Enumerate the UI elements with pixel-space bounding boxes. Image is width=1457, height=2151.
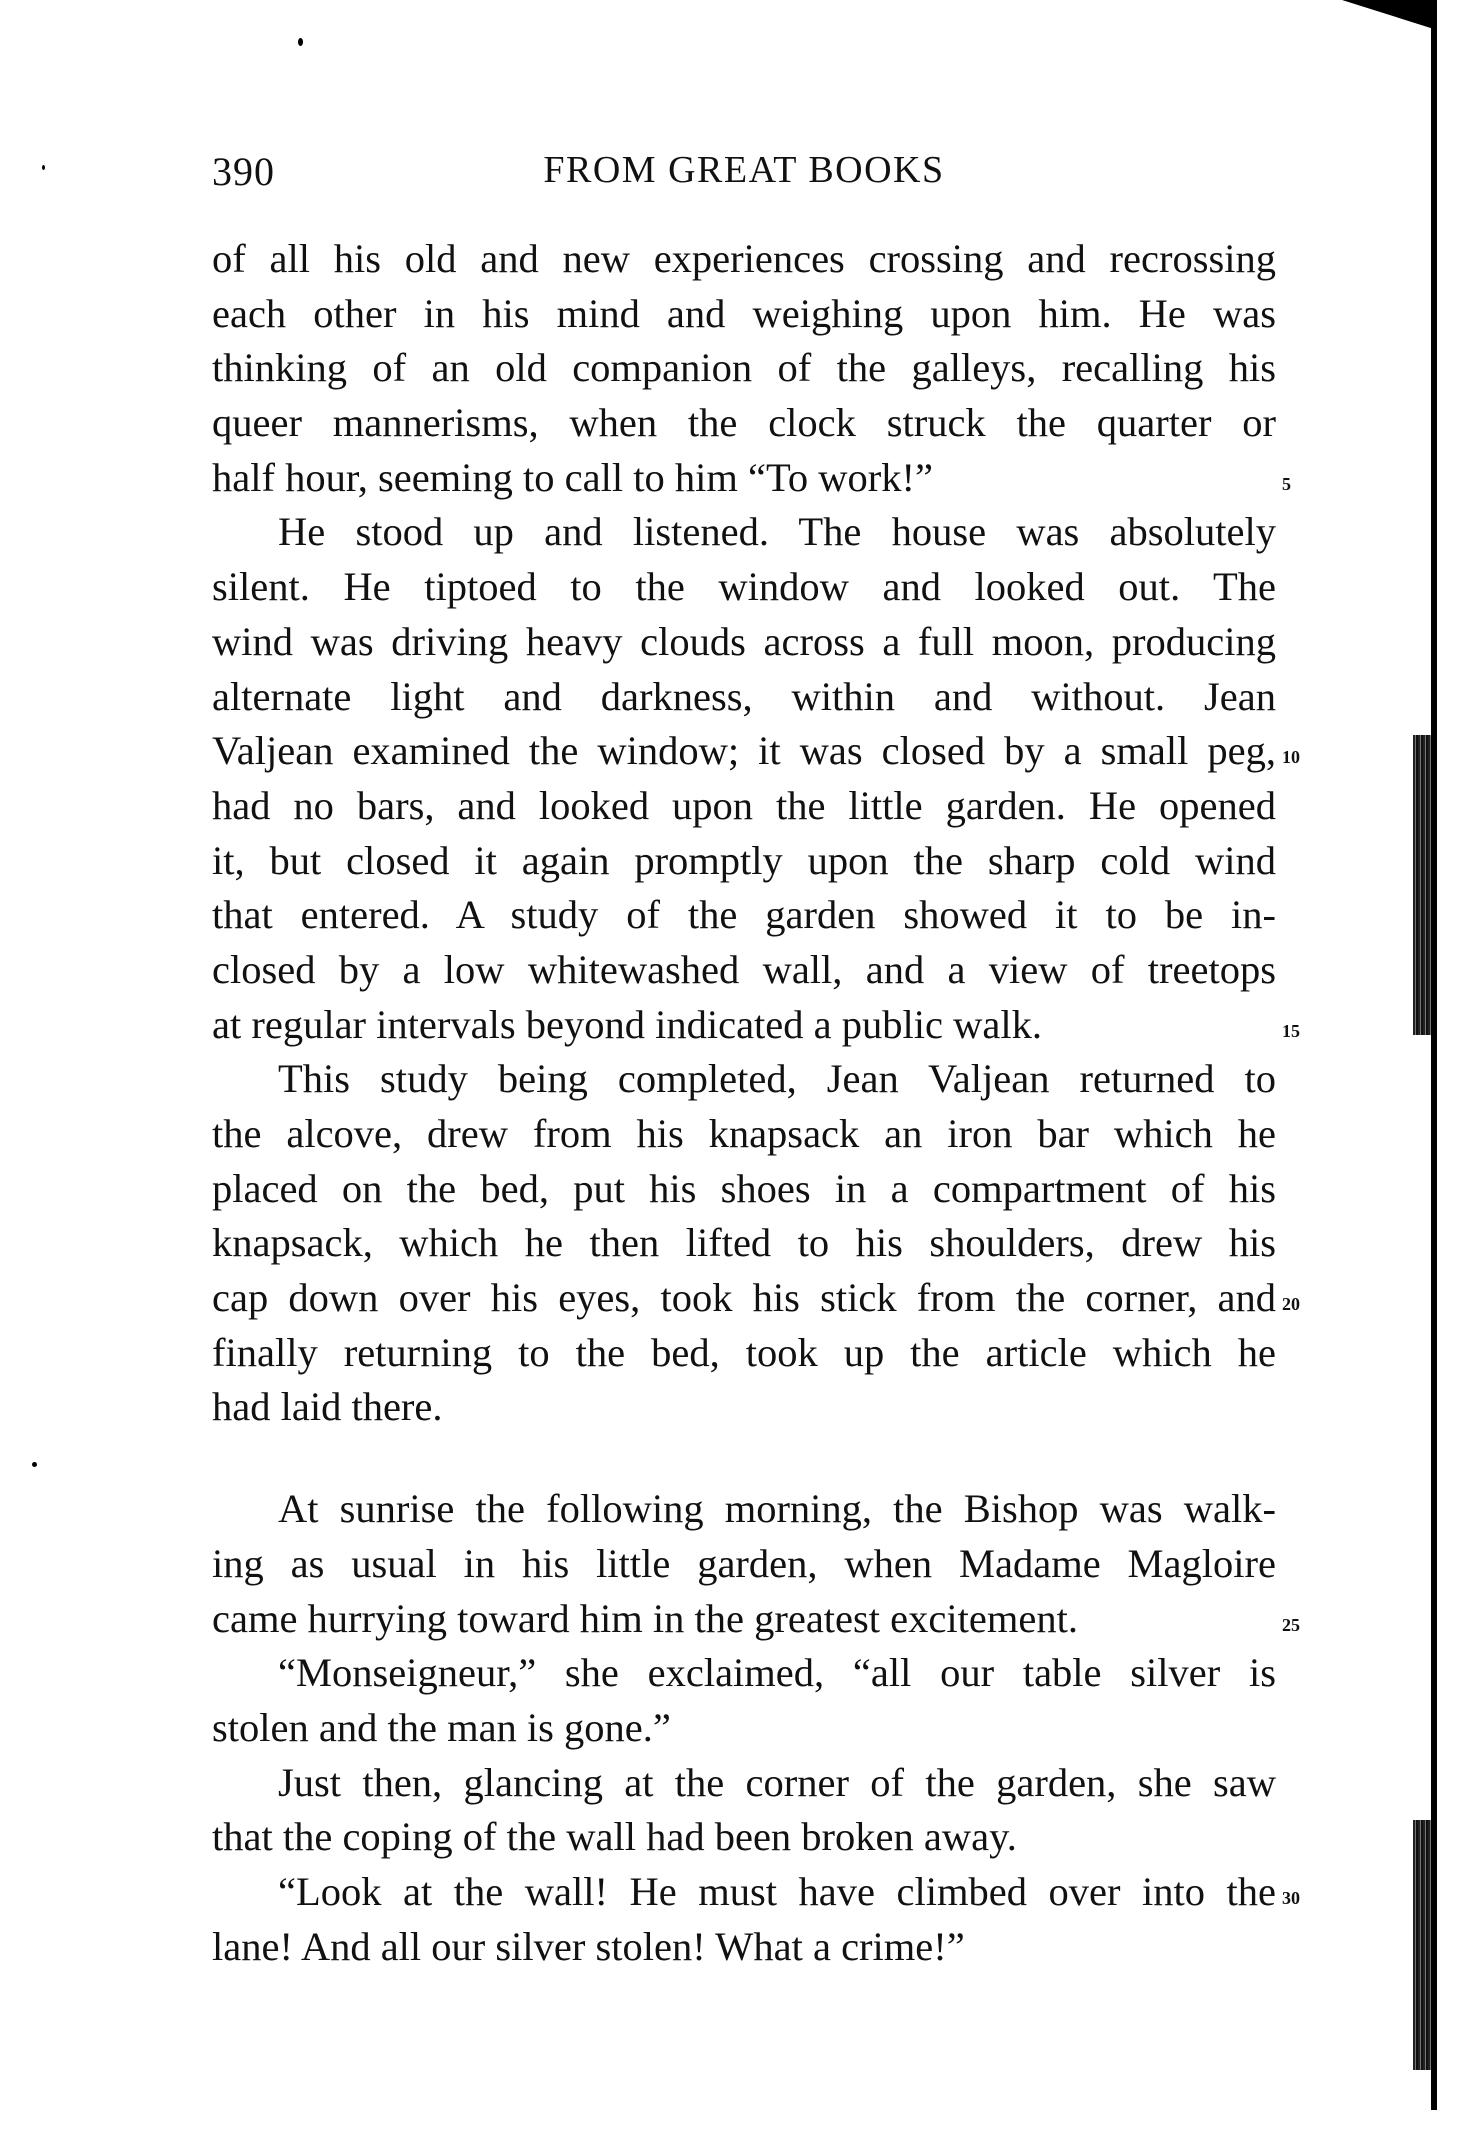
line-text: stolen and the man is gone.”: [212, 1704, 671, 1750]
line-text: it, but closed it again promptly upon the sharp cold wind: [212, 837, 1276, 883]
text-line: [212, 505, 1276, 560]
section-break: [212, 1435, 1276, 1482]
line-number: 20: [1282, 1294, 1300, 1315]
text-line: [212, 1810, 1276, 1865]
text-line: [212, 615, 1276, 670]
text-line: [212, 998, 1300, 1053]
body-text: [212, 232, 1300, 1974]
text-line: [212, 1326, 1276, 1381]
line-text: thinking of an old companion of the galleys, recalling his: [212, 345, 1276, 391]
line-text: “Monseigneur,” she exclaimed, “all our table silver is: [278, 1650, 1276, 1696]
line-text: that the coping of the wall had been broken away.: [212, 1814, 1017, 1860]
line-text: wind was driving heavy clouds across a full moon, producing: [212, 618, 1276, 664]
text-line: [212, 1162, 1276, 1217]
text-line: [212, 1216, 1276, 1271]
line-text: had no bars, and looked upon the little garden. He opened: [212, 782, 1276, 828]
text-line: [212, 1537, 1276, 1592]
text-line: [212, 396, 1276, 451]
text-line: [212, 779, 1276, 834]
line-text: This study being completed, Jean Valjean returned to: [278, 1056, 1276, 1102]
text-line: [212, 888, 1276, 943]
text-line: [212, 1271, 1300, 1326]
text-line: [212, 560, 1276, 615]
scan-speck: [42, 165, 45, 170]
text-line: [212, 287, 1276, 342]
line-text: knapsack, which he then lifted to his shoulders, drew his: [212, 1220, 1276, 1266]
line-number: 15: [1282, 1020, 1300, 1041]
text-line: [212, 232, 1276, 287]
text-line: [212, 1920, 1276, 1975]
text-line: [212, 724, 1300, 779]
scan-speck: [32, 1462, 37, 1467]
line-text: Just then, glancing at the corner of the garden, she saw: [278, 1759, 1276, 1805]
line-text: “Look at the wall! He must have climbed over into the: [278, 1868, 1276, 1914]
text-line: [212, 341, 1276, 396]
line-text: had laid there.: [212, 1384, 443, 1430]
line-number: 10: [1282, 747, 1300, 768]
line-text: placed on the bed, put his shoes in a compartment of his: [212, 1165, 1276, 1211]
line-number: 30: [1282, 1887, 1300, 1908]
page-number: 390: [212, 149, 275, 194]
text-line: [212, 1865, 1300, 1920]
text-line: [212, 1646, 1276, 1701]
line-text: alternate light and darkness, within and without. Jean: [212, 673, 1276, 719]
line-text: ing as usual in his little garden, when Madame Magloire: [212, 1540, 1276, 1586]
line-text: queer mannerisms, when the clock struck the quarter or: [212, 400, 1276, 446]
page-edge-corner: [1342, 0, 1437, 30]
scan-speck: [298, 38, 303, 46]
line-text: closed by a low whitewashed wall, and a view of treetops: [212, 946, 1276, 992]
line-text: that entered. A study of the garden showed it to be in-: [212, 892, 1276, 938]
line-text: half hour, seeming to call to him “To work!”: [212, 454, 933, 500]
text-line: [212, 834, 1276, 889]
line-number: 5: [1282, 473, 1291, 494]
text-line: [212, 1052, 1276, 1107]
running-head: [212, 148, 1276, 198]
line-text: came hurrying toward him in the greatest excitement.: [212, 1595, 1078, 1641]
line-text: the alcove, drew from his knapsack an iron bar which he: [212, 1111, 1276, 1156]
line-text: cap down over his eyes, took his stick from the corner, and: [212, 1275, 1276, 1321]
page-edge-shadow: [1413, 735, 1431, 1035]
line-text: at regular intervals beyond indicated a public walk.: [212, 1001, 1042, 1047]
text-line: [212, 1701, 1276, 1756]
line-text: of all his old and new experiences crossing and recrossing: [212, 236, 1276, 281]
running-title: FROM GREAT BOOKS: [543, 149, 945, 191]
text-line: [212, 1107, 1276, 1162]
text-line: [212, 1592, 1300, 1647]
page-edge-shadow: [1413, 1820, 1431, 2070]
line-text: He stood up and listened. The house was absolutely: [278, 509, 1276, 555]
line-number: 25: [1282, 1614, 1300, 1635]
text-line: [212, 670, 1276, 725]
line-text: finally returning to the bed, took up the article which he: [212, 1329, 1276, 1375]
line-text: At sunrise the following morning, the Bishop was walk-: [278, 1486, 1276, 1532]
line-text: silent. He tiptoed to the window and looked out. The: [212, 564, 1276, 610]
text-line: [212, 943, 1276, 998]
line-text: lane! And all our silver stolen! What a crime!”: [212, 1923, 965, 1969]
text-line: [212, 1380, 1276, 1435]
text-line: [212, 1482, 1276, 1537]
line-text: each other in his mind and weighing upon him. He was: [212, 290, 1276, 336]
page-edge-bar: [1431, 0, 1437, 2110]
text-line: [212, 451, 1291, 506]
text-line: [212, 1756, 1276, 1811]
line-text: Valjean examined the window; it was closed by a small peg,: [212, 728, 1276, 774]
